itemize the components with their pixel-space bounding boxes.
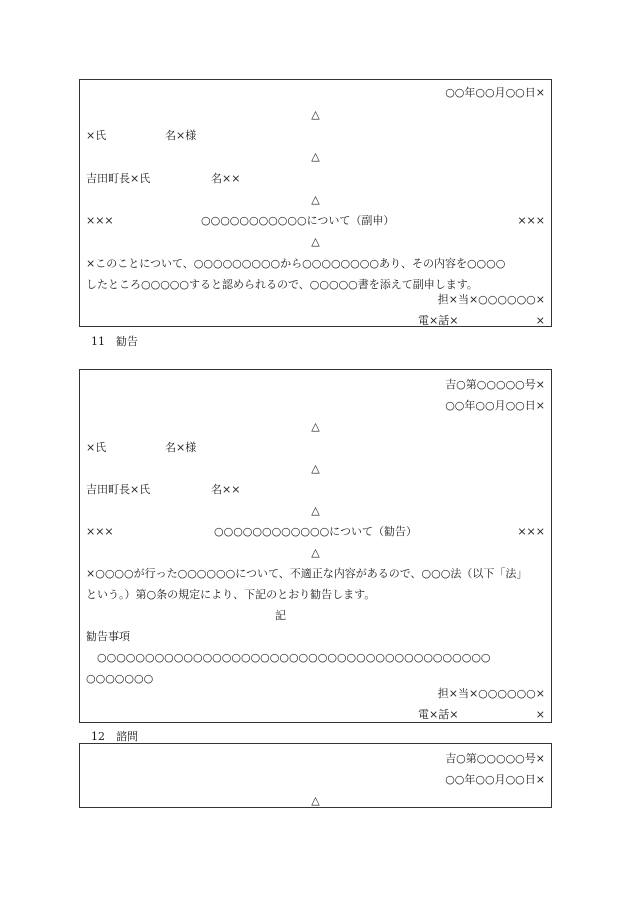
sender-prefix: 吉田町長×氏 [86, 483, 151, 496]
subject-left-mark: ××× [86, 525, 114, 538]
body-line-1: ×○○○○が行った○○○○○○について、不適正な内容があるので、○○○法（以下「法」 [86, 567, 528, 580]
spacer-triangle: △ [311, 193, 320, 206]
document-number: 吉○第○○○○○号× [445, 752, 545, 765]
spacer-triangle: △ [311, 794, 320, 807]
memo-box-fukushin [79, 79, 552, 327]
subject: ○○○○○○○○○○○について（副申） [201, 214, 395, 227]
sender-suffix: 名×× [211, 172, 241, 185]
ki-heading: 記 [275, 609, 286, 622]
contact-phone-label: 電×話× [418, 314, 459, 327]
contact-phone-label: 電×話× [418, 708, 459, 721]
addressee-prefix: ×氏 [86, 129, 107, 142]
subject-right-mark: ××× [517, 525, 545, 538]
sender-suffix: 名×× [211, 483, 241, 496]
addressee-prefix: ×氏 [86, 441, 107, 454]
contact-person: 担×当×○○○○○○× [437, 293, 545, 306]
addressee-suffix: 名×様 [165, 441, 197, 454]
spacer-triangle: △ [311, 150, 320, 163]
spacer-triangle: △ [311, 108, 320, 121]
body-line-2: したところ○○○○○すると認められるので、○○○○○書を添えて副申します。 [86, 278, 478, 291]
item-heading: 勧告事項 [86, 630, 130, 643]
subject-right-mark: ××× [517, 214, 545, 227]
subject-left-mark: ××× [86, 214, 114, 227]
section-caption-12: 12 諮問 [91, 730, 138, 743]
memo-box-shimon [79, 743, 552, 808]
contact-person: 担×当×○○○○○○× [437, 687, 545, 700]
spacer-triangle: △ [311, 235, 320, 248]
date: ○○年○○月○○日× [445, 86, 545, 99]
date: ○○年○○月○○日× [445, 399, 545, 412]
date: ○○年○○月○○日× [445, 773, 545, 786]
item-line-2: ○○○○○○○ [86, 672, 154, 685]
contact-phone-end: × [535, 314, 545, 327]
subject: ○○○○○○○○○○○○について（勧告） [214, 525, 417, 538]
document-number: 吉○第○○○○○号× [445, 378, 545, 391]
sender-prefix: 吉田町長×氏 [86, 172, 151, 185]
addressee-suffix: 名×様 [165, 129, 197, 142]
memo-box-kankoku [79, 369, 552, 723]
spacer-triangle: △ [311, 420, 320, 433]
body-line-2: という。）第○条の規定により、下記のとおり勧告します。 [86, 588, 376, 601]
contact-phone-end: × [535, 708, 545, 721]
spacer-triangle: △ [311, 462, 320, 475]
item-line-1: ○○○○○○○○○○○○○○○○○○○○○○○○○○○○○○○○○○○○○○○○○ [97, 651, 491, 664]
body-line-1: ×このことについて、○○○○○○○○○から○○○○○○○○あり、その内容を○○○○ [86, 257, 506, 270]
spacer-triangle: △ [311, 546, 320, 559]
section-caption-11: 11 勧告 [91, 335, 138, 348]
spacer-triangle: △ [311, 504, 320, 517]
